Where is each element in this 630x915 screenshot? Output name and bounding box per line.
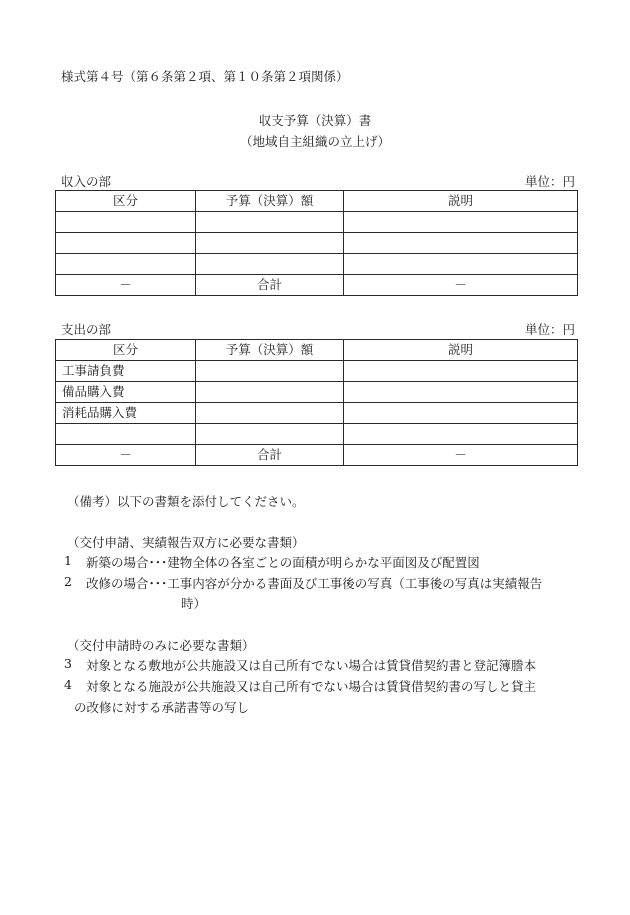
expense-header-amount: 予算（決算）額	[196, 340, 344, 361]
notes-both-heading: （交付申請、実績報告双方に必要な書類）	[67, 535, 305, 550]
expense-header-row	[56, 340, 578, 361]
income-total-row	[56, 275, 578, 296]
expense-header-category: 区分	[56, 340, 196, 361]
notes-intro: （備考）以下の書類を添付してください。	[67, 494, 305, 509]
expense-total-row	[56, 445, 578, 466]
expense-total-category: －	[56, 445, 196, 466]
note-item-text: 対象となる敷地が公共施設又は自己所有でない場合は賃貸借契約書と登記簿謄本	[86, 658, 537, 673]
expense-amount-cell[interactable]	[196, 382, 344, 403]
table-row	[56, 403, 578, 424]
expense-category-cell: 消耗品購入費	[56, 403, 196, 424]
income-header-description: 説明	[344, 191, 578, 212]
expense-header-description: 説明	[344, 340, 578, 361]
form-number: 様式第４号（第６条第２項、第１０条第２項関係）	[61, 69, 349, 84]
note-item-continuation: の改修に対する承諾書等の写し	[74, 700, 250, 715]
expense-amount-cell[interactable]	[196, 361, 344, 382]
note-item-text: 新築の場合･･･建物全体の各室ごとの面積が明らかな平面図及び配置図	[86, 555, 480, 570]
income-cell[interactable]	[344, 233, 578, 254]
expense-description-cell[interactable]	[344, 424, 578, 445]
income-cell[interactable]	[344, 254, 578, 275]
expense-description-cell[interactable]	[344, 382, 578, 403]
table-row	[56, 212, 578, 233]
expense-description-cell[interactable]	[344, 403, 578, 424]
document-subtitle: （地域自主組織の立上げ）	[239, 134, 390, 149]
note-item-number: 2	[64, 574, 72, 589]
income-cell[interactable]	[344, 212, 578, 233]
expense-description-cell[interactable]	[344, 361, 578, 382]
income-cell[interactable]	[196, 212, 344, 233]
income-total-description: －	[344, 275, 578, 296]
income-cell[interactable]	[56, 254, 196, 275]
note-item-number: 1	[64, 553, 72, 568]
expense-total-label: 合計	[196, 445, 344, 466]
income-cell[interactable]	[196, 233, 344, 254]
table-row	[56, 382, 578, 403]
note-item-number: 4	[64, 677, 72, 692]
note-item-number: 3	[64, 656, 72, 671]
income-table	[55, 190, 578, 296]
expense-category-cell: 備品購入費	[56, 382, 196, 403]
income-cell[interactable]	[196, 254, 344, 275]
expense-total-description: －	[344, 445, 578, 466]
expense-category-cell[interactable]	[56, 424, 196, 445]
expense-category-cell: 工事請負費	[56, 361, 196, 382]
income-header-category: 区分	[56, 191, 196, 212]
income-total-category: －	[56, 275, 196, 296]
table-row	[56, 424, 578, 445]
table-row	[56, 361, 578, 382]
table-row	[56, 233, 578, 254]
income-header-row	[56, 191, 578, 212]
note-item-continuation: 時）	[181, 596, 207, 611]
expense-section-header	[61, 320, 575, 336]
expense-table	[55, 339, 578, 466]
expense-amount-cell[interactable]	[196, 403, 344, 424]
note-item-text: 改修の場合･･･工事内容が分かる書面及び工事後の写真（工事後の写真は実績報告	[86, 576, 543, 591]
income-unit-label: 単位：円	[524, 174, 575, 189]
income-cell[interactable]	[56, 212, 196, 233]
expense-amount-cell[interactable]	[196, 424, 344, 445]
income-header-amount: 予算（決算）額	[196, 191, 344, 212]
expense-unit-label: 単位：円	[524, 322, 575, 337]
income-total-label: 合計	[196, 275, 344, 296]
table-row	[56, 254, 578, 275]
income-section-header	[61, 172, 575, 188]
expense-section-label: 支出の部	[61, 322, 112, 337]
note-item-text: 対象となる施設が公共施設又は自己所有でない場合は賃貸借契約書の写しと貸主	[86, 679, 537, 694]
income-section-label: 収入の部	[61, 174, 112, 189]
notes-apply-heading: （交付申請時のみに必要な書類）	[67, 638, 255, 653]
income-cell[interactable]	[56, 233, 196, 254]
document-title: 収支予算（決算）書	[258, 113, 372, 128]
